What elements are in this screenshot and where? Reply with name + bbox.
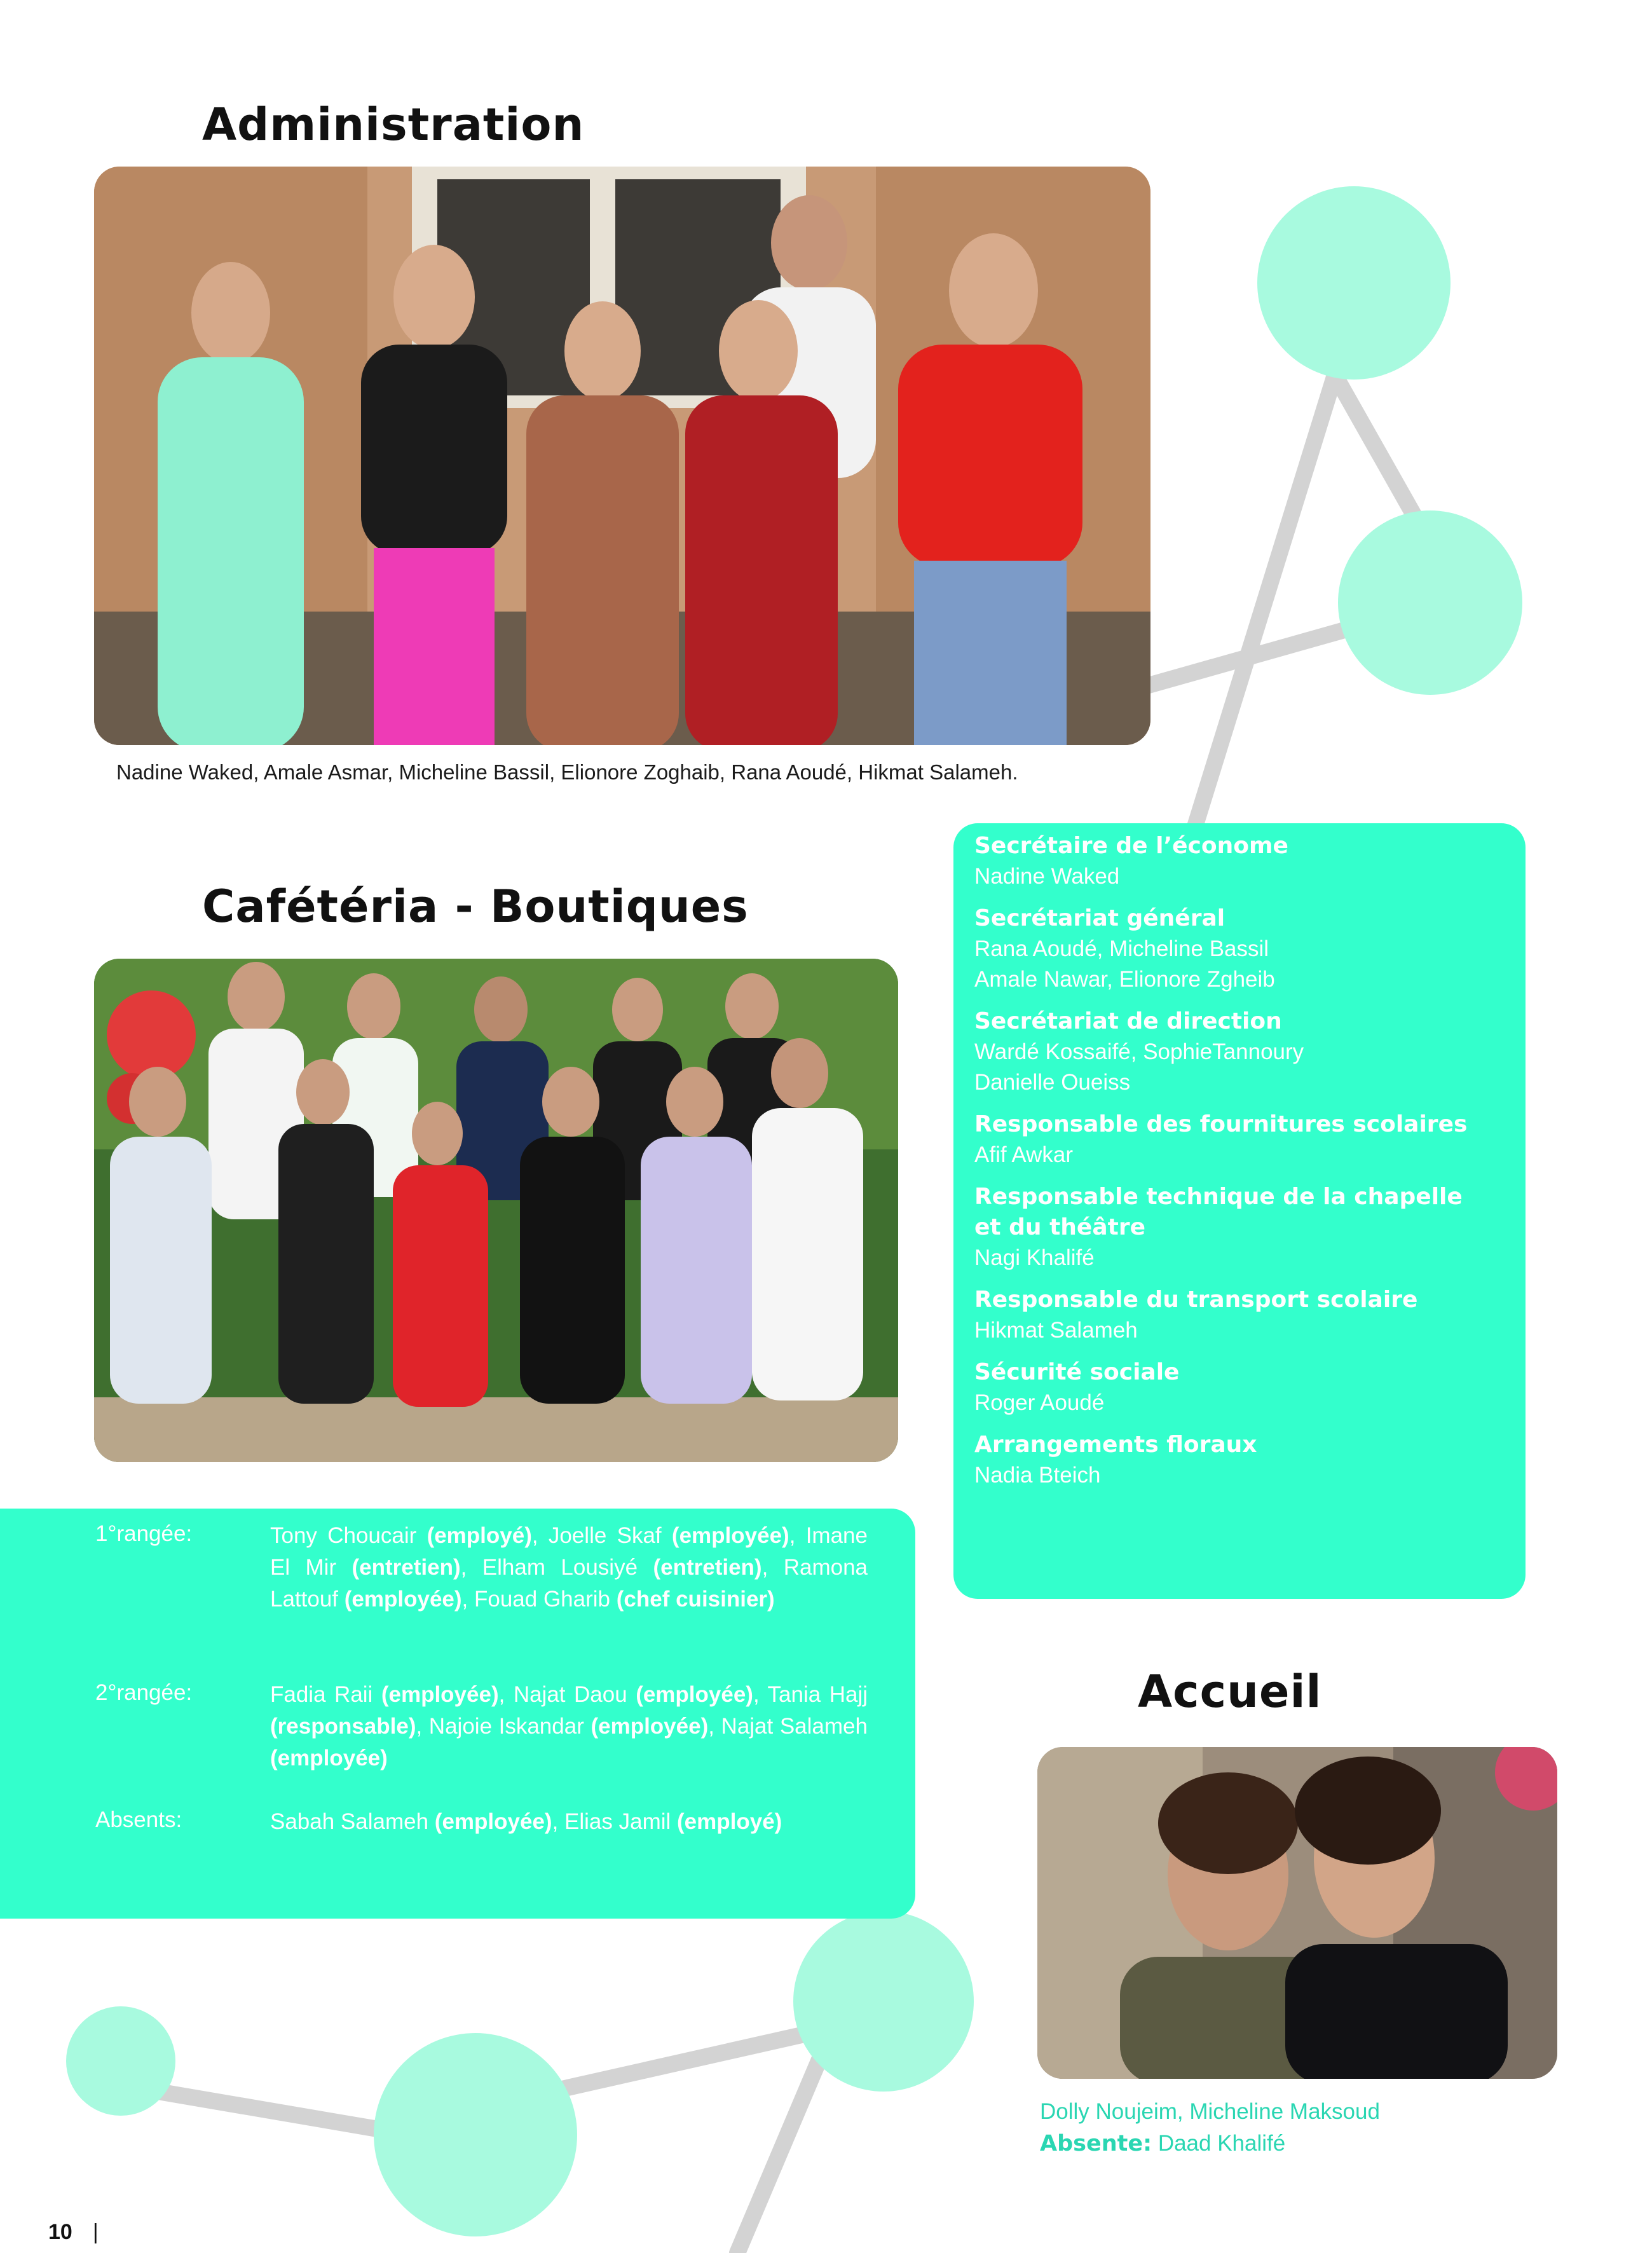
role-title: Responsable des fournitures scolaires (974, 1111, 1468, 1137)
row-role: (chef cuisinier) (616, 1587, 775, 1612)
row-person: , Najat Salameh (708, 1714, 868, 1739)
accueil-absent (1040, 2131, 1285, 2156)
absent-name: Daad Khalifé (1152, 2131, 1286, 2156)
cafeteria-panel (0, 1509, 915, 1919)
role-title: Sécurité sociale (974, 1359, 1180, 1385)
role-names: Afif Awkar (974, 1142, 1073, 1167)
accueil-photo (1037, 1747, 1557, 2079)
role-names: Wardé Kossaifé, SophieTannoury (974, 1039, 1304, 1064)
role-title: Secrétariat général (974, 905, 1225, 931)
row-role: (employée) (381, 1682, 499, 1707)
role-names: Roger Aoudé (974, 1390, 1105, 1415)
role-block (974, 1357, 1521, 1418)
role-names: Amale Nawar, Elionore Zgheib (974, 967, 1275, 992)
role-block (974, 1109, 1521, 1170)
role-names: Nagi Khalifé (974, 1245, 1095, 1270)
cafeteria-photo (94, 959, 898, 1462)
row-text (270, 1520, 868, 1615)
row-person: , Najoie Iskandar (416, 1714, 591, 1739)
role-block (974, 831, 1521, 892)
row-person: , Ramona Lattouf (270, 1555, 868, 1612)
row-role: (employé) (677, 1809, 782, 1834)
administration-photo (94, 167, 1150, 745)
role-names: Danielle Oueiss (974, 1070, 1131, 1095)
cafeteria-title: Cafétéria - Boutiques (202, 880, 749, 933)
absent-label: Absente: (1040, 2131, 1152, 2156)
role-block (974, 1006, 1521, 1098)
role-block (974, 1182, 1521, 1273)
row-role: (employée) (434, 1809, 552, 1834)
row-person: Fadia Raii (270, 1682, 381, 1707)
row-role: (employée) (671, 1523, 789, 1548)
row-text (270, 1806, 868, 1838)
row-person: Tony Choucair (270, 1523, 427, 1548)
role-names: Nadine Waked (974, 864, 1120, 889)
row-person: , Elham Lousiyé (460, 1555, 653, 1580)
role-title: Responsable du transport scolaire (974, 1287, 1418, 1313)
row-role: (entretien) (352, 1555, 461, 1580)
row-person: , Tania Hajj (753, 1682, 868, 1707)
row-person: , Elias Jamil (552, 1809, 678, 1834)
accueil-names: Dolly Noujeim, Micheline Maksoud (1040, 2099, 1380, 2124)
row-person: Sabah Salameh (270, 1809, 435, 1834)
row-person: , Najat Daou (498, 1682, 636, 1707)
role-names: Hikmat Salameh (974, 1318, 1138, 1343)
role-title-continued: et du théâtre (974, 1214, 1146, 1240)
row-role: (responsable) (270, 1714, 416, 1739)
row-label: 2°rangée: (95, 1680, 193, 1705)
page-number-value: 10 (48, 2220, 72, 2244)
row-label: 1°rangée: (95, 1521, 193, 1546)
row-person: , Joelle Skaf (531, 1523, 672, 1548)
row-label: Absents: (95, 1807, 182, 1832)
row-role: (employée) (590, 1714, 709, 1739)
row-role: (employé) (427, 1523, 532, 1548)
row-text (270, 1679, 868, 1774)
page-number (48, 2220, 99, 2245)
role-title: Arrangements floraux (974, 1432, 1257, 1458)
role-names: Rana Aoudé, Micheline Bassil (974, 936, 1269, 961)
role-block (974, 903, 1521, 995)
row-role: (employée) (636, 1682, 753, 1707)
roles-panel (953, 823, 1526, 1599)
administration-caption: Nadine Waked, Amale Asmar, Micheline Bassil, Elionore Zoghaib, Rana Aoudé, Hikmat Salameh. (116, 760, 1018, 784)
administration-title: Administration (202, 99, 585, 151)
page-separator: | (92, 2220, 99, 2244)
row-role: (entretien) (653, 1555, 762, 1580)
row-role: (employée) (344, 1587, 462, 1612)
roles-list (974, 831, 1521, 1502)
role-title: Responsable technique de la chapelle (974, 1184, 1463, 1210)
role-title: Secrétariat de direction (974, 1008, 1282, 1034)
role-block (974, 1285, 1521, 1346)
row-role: (employée) (270, 1746, 388, 1770)
row-person: , Imane El Mir (270, 1523, 868, 1580)
role-title: Secrétaire de l’économe (974, 833, 1288, 859)
row-person: , Fouad Gharib (461, 1587, 617, 1612)
role-names: Nadia Bteich (974, 1463, 1101, 1488)
accueil-title: Accueil (1138, 1666, 1322, 1718)
role-block (974, 1430, 1521, 1491)
